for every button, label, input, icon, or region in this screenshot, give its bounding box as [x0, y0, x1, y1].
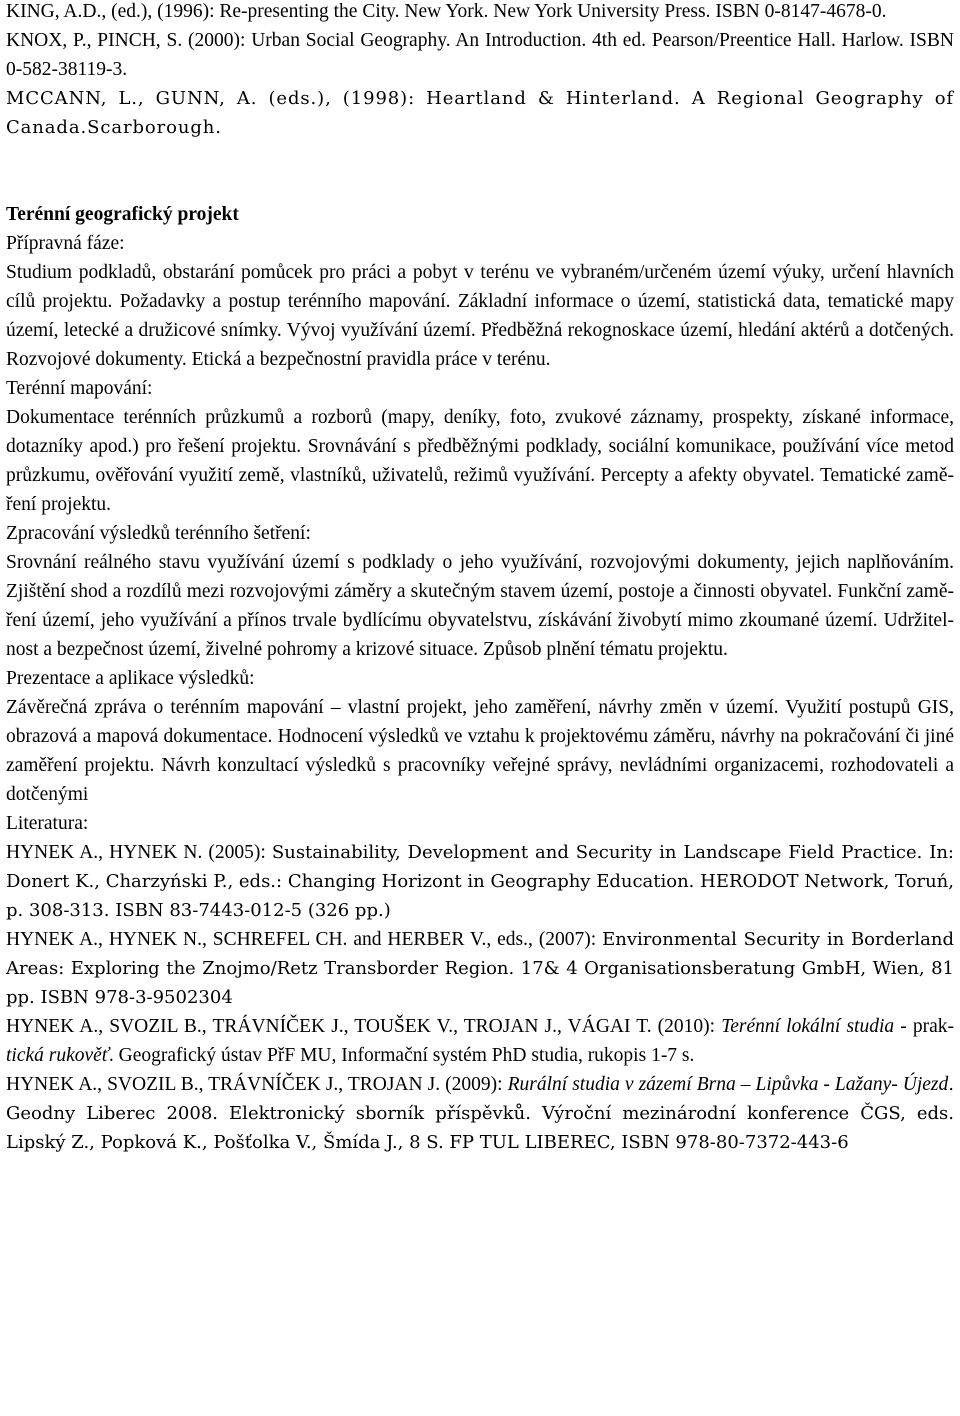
phase-label: Přípravná fáze: — [6, 233, 125, 254]
ref-body: Sustainability, Development and Security in Landscape Field Practice. In: Donert K., Charzyński P., eds.: Changing Horizont in Geography Education. HERODOT Network, Toruń, p. 308-313. ISBN 83-7443-012-5 (326 pp.) — [6, 842, 954, 921]
ref-authors: HYNEK A., HYNEK N. (2005): — [6, 842, 272, 863]
literature-label: Literatura: — [6, 813, 89, 834]
ref-body: . Geodny Liberec 2008. Elektronický sborník příspěvků. Výroční mezinárodní konference ČGS, eds. Lipský Z., Popková K., Pošťolka V., Šmída J., 8 S. FP TUL LIBEREC, ISBN 978-80-7372-443-6 — [6, 1074, 954, 1153]
ref-title-mid: - prak- — [894, 1016, 954, 1037]
literature-ref-4 — [6, 1070, 954, 1157]
phase-field-mapping — [6, 374, 954, 519]
phase-text: Závěrečná zpráva o terénním mapování – vlastní projekt, jeho zaměření, návrhy změn v území. Využití postupů GIS, obrazová a mapová dokumentace. Hodnocení výsledků ve vztahu k projektovému záměru, návrhy na pokračování či jiné zaměření projektu. Návrh konzultací výsledků s pracovníky veřejné správy, nevládními organizacemi, rozhodovateli a dotčenými — [6, 697, 954, 805]
phase-processing — [6, 519, 954, 664]
phase-text: Srovnání reálného stavu využívání území s podklady o jeho využívání, rozvojovými dokumenty, jejich naplňováním. Zjištění shod a rozdílů mezi rozvojovými záměry a skutečným stavem území, postoje a činnosti obyvatel. Funkční zamě-ření území, jeho využívání a přínos trvale bydlícímu obyvatelstvu, získávání živobytí mimo zkoumané území. Udržitel-nost a bezpečnost území, živelné pohromy a krizové situace. Způsob plnění tématu projektu. — [6, 552, 954, 660]
reference-mccann: MCCANN, L., GUNN, A. (eds.), (1998): Heartland & Hinterland. A Regional Geography of Canada.Scarborough. — [6, 88, 954, 138]
literature-ref-1 — [6, 838, 954, 925]
literature-ref-3 — [6, 1012, 954, 1070]
phase-text: Studium podkladů, obstarání pomůcek pro práci a pobyt v terénu ve vybraném/určeném území výuky, určení hlavních cílů projektu. Požadavky a postup terénního mapování. Základní informace o území, statistická data, tematické mapy území, letecké a družicové snímky. Vývoj využívání území. Předběžná rekognoskace území, hledání aktérů a dotčených. Rozvojové dokumenty. Etická a bezpečnostní pravidla práce v terénu. — [6, 262, 954, 370]
document-page — [6, 0, 954, 1157]
phase-label: Terénní mapování: — [6, 378, 153, 399]
phase-presentation — [6, 664, 954, 809]
phase-preparation — [6, 229, 954, 374]
phase-label: Zpracování výsledků terénního šetření: — [6, 523, 311, 544]
phase-text: Dokumentace terénních průzkumů a rozborů (mapy, deníky, foto, zvukové záznamy, prospekty, získané informace, dotazníky apod.) pro řešení projektu. Srovnávání s předběžnými podklady, sociální komunikace, používání více metod průzkumu, ověřování využití země, vlastníků, uživatelů, režimů využívání. Percepty a afekty obyvatel. Tematické zamě-ření projektu. — [6, 407, 954, 515]
section-title: Terénní geografický projekt — [6, 204, 239, 225]
ref-title-italic: tická rukověť — [6, 1045, 109, 1066]
reference-king: KING, A.D., (ed.), (1996): Re-presenting the City. New York. New York University Press. ISBN 0-8147-4678-0. — [6, 1, 887, 22]
ref-title-italic: Rurální studia v zázemí Brna – Lipůvka - Lažany- Újezd — [507, 1074, 949, 1095]
ref-body: . Geografický ústav PřF MU, Informační systém PhD studia, rukopis 1-7 s. — [108, 1045, 695, 1066]
ref-authors: HYNEK A., HYNEK N., SCHREFEL CH. and HERBER V., eds., (2007): — [6, 929, 603, 950]
phase-label: Prezentace a aplikace výsledků: — [6, 668, 255, 689]
reference-knox: KNOX, P., PINCH, S. (2000): Urban Social Geography. An Introduction. 4th ed. Pearson/Preentice Hall. Harlow. ISBN 0-582-38119-3. — [6, 30, 954, 80]
ref-authors: HYNEK A., SVOZIL B., TRÁVNÍČEK J., TROJAN J. (2009): — [6, 1074, 508, 1095]
ref-title-italic: Terénní lokální studia — [721, 1016, 895, 1037]
spacer — [6, 142, 954, 200]
literature-ref-2 — [6, 925, 954, 1012]
ref-body: Environmental Security in Borderland Areas: Exploring the Znojmo/Retz Transborder Region. 17& 4 Organisationsberatung GmbH, Wien, 81 pp. ISBN 978-3-9502304 — [6, 929, 954, 1008]
ref-authors: HYNEK A., SVOZIL B., TRÁVNÍČEK J., TOUŠEK V., TROJAN J., VÁGAI T. (2010): — [6, 1016, 722, 1037]
